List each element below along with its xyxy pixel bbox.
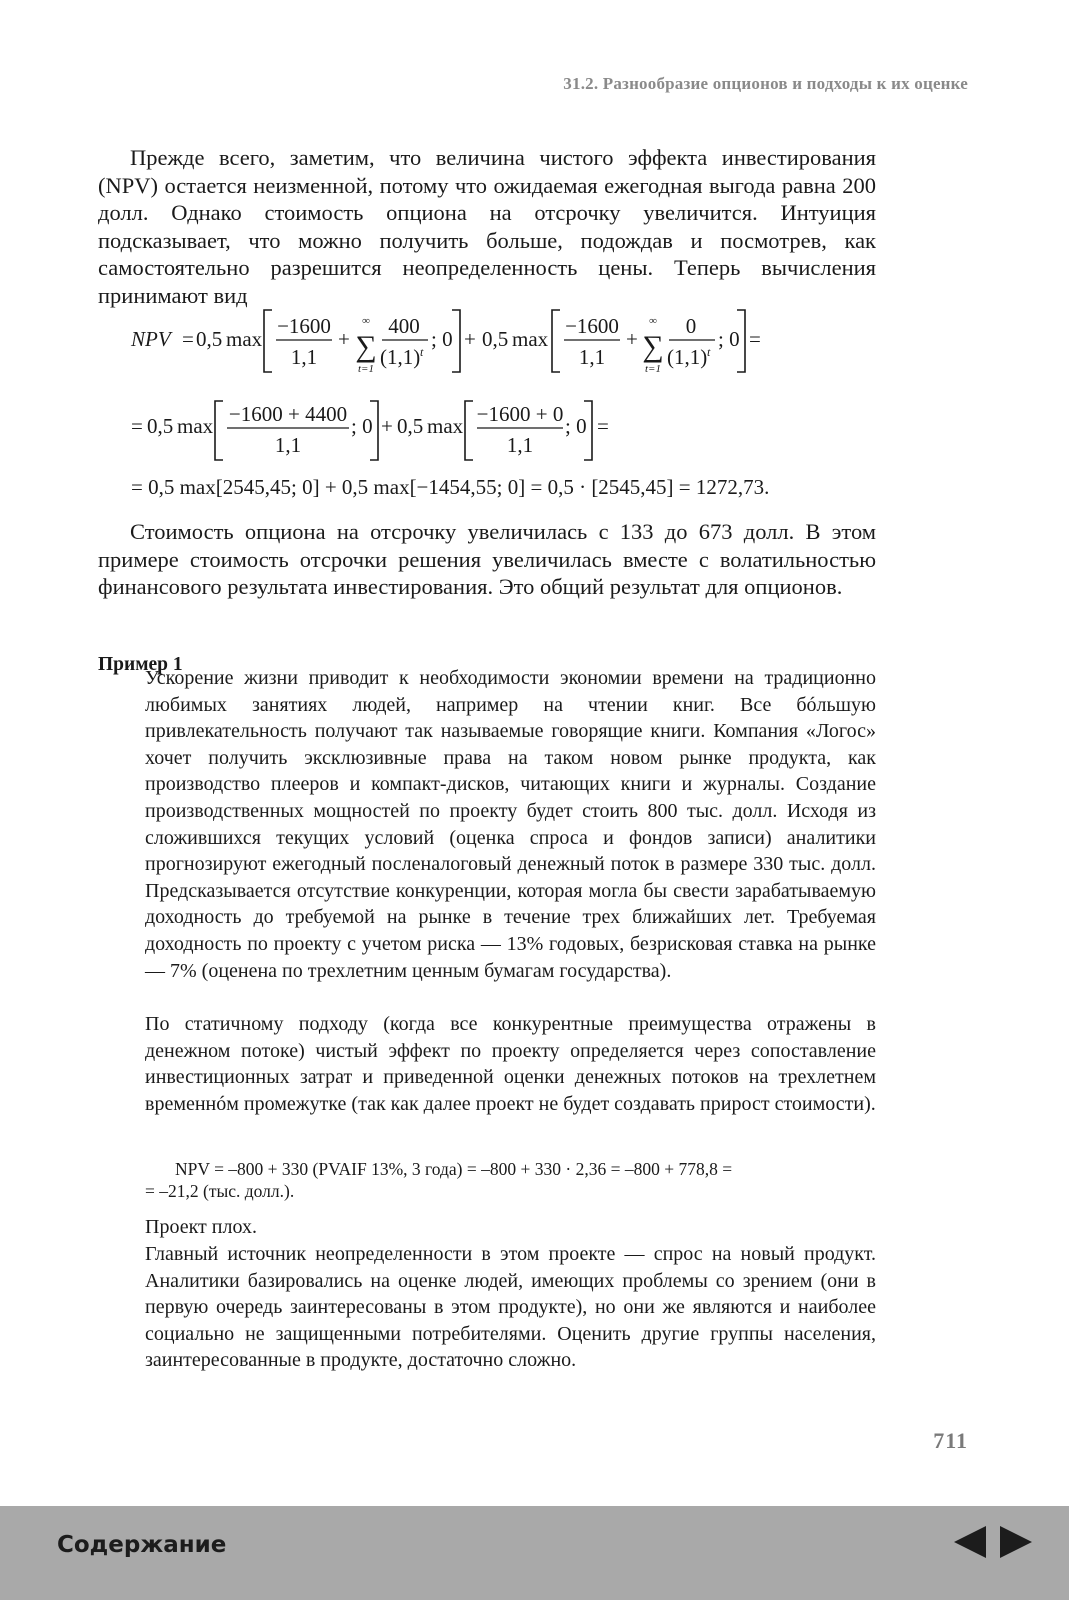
eq-bracket	[452, 310, 460, 372]
paragraph-conclusion: Стоимость опциона на отсрочку увеличилась с 133 до 673 долл. В этом примере стоимость отсрочки решения увеличилась вместе с волатильностью финансового результата инвестирования. Это общий результат для опционов.	[98, 519, 876, 600]
page-number: 711	[933, 1428, 968, 1453]
eq-num: −1600 + 4400	[228, 402, 348, 426]
eq-sigma: ∑	[642, 330, 664, 363]
paragraph-intro: Прежде всего, заметим, что величина чистого эффекта инвестирования (NPV) остается неизменной, потому что ожидаемая ежегодная выгода равна 200 долл. Однако стоимость опциона на отсрочку увеличится. Интуиция подсказывает, что можно получить больше, подождав и посмотрев, как самостоятельно разрешится неопределенность цены. Теперь вычисления принимают вид	[98, 145, 876, 308]
eq-npv: NPV	[131, 327, 171, 351]
running-head: 31.2. Разнообразие опционов и подходы к их оценке	[563, 74, 968, 93]
eq-coef: 0,5	[196, 327, 223, 351]
eq-max: max	[512, 327, 549, 351]
eq-plus: +	[338, 327, 350, 351]
example-formula-line-1: NPV = –800 + 330 (PVAIF 13%, 3 года) = –800 + 330 · 2,36 = –800 + 778,8 =	[175, 1159, 733, 1179]
eq-num: −1600	[277, 314, 331, 338]
eq-plus: +	[464, 327, 476, 351]
eq-bracket	[370, 401, 378, 460]
eq-sub: t=1	[358, 363, 374, 375]
eq-sub: t=1	[645, 363, 661, 375]
eq-den: (1,1)	[667, 345, 708, 369]
eq-bracket	[215, 401, 223, 460]
eq-bracket	[552, 310, 560, 372]
triangle-right-icon[interactable]	[998, 1524, 1034, 1560]
eq-exp: t	[420, 345, 424, 359]
eq-equals: =	[597, 414, 609, 438]
eq-plus: +	[381, 414, 393, 438]
eq-num: −1600 + 0	[476, 402, 564, 426]
eq-den: (1,1)	[380, 345, 421, 369]
example-title: Пример 1	[98, 654, 183, 675]
eq-plus: +	[626, 327, 638, 351]
eq-bracket	[737, 310, 745, 372]
eq-den: 1,1	[578, 345, 606, 369]
triangle-left-icon[interactable]	[952, 1524, 988, 1560]
eq-den: 1,1	[290, 345, 318, 369]
eq-semi: ; 0	[565, 414, 587, 438]
eq-num: 0	[685, 314, 697, 338]
example-paragraph-4: Главный источник неопределенности в этом проекте — спрос на новый продукт. Аналитики базировались на оценке людей, имеющих проблемы со зрением (они в первую очередь заинтересованы в этом продукте), но они же являются и наиболее социально не защищенными потребителями. Оценить другие группы населения, заинтересованные в продукте, достаточно сложно.	[145, 1243, 876, 1372]
example-paragraph-3: Проект плох.	[145, 1216, 257, 1238]
eq-sup: ∞	[362, 315, 370, 327]
eq-num: −1600	[565, 314, 619, 338]
eq-bracket	[465, 401, 473, 460]
eq-exp: t	[707, 345, 711, 359]
eq-den: 1,1	[274, 433, 302, 457]
example-paragraph-1: Ускорение жизни приводит к необходимости экономии времени на традиционно любимых занятиях людей, например на чтении книг. Все бóльшую привлекательность получают так называемые говорящие книги. Компания «Логос» хочет получить эксклюзивные права на таком новом рынке продукта, как производство плееров и компакт-дисков, читающих книги и журналы. Создание производственных мощностей по проекту будет стоить 800 тыс. долл. Исходя из сложившихся текущих условий (оценка спроса и фондов записи) аналитики прогнозируют ежегодный посленалоговый денежный поток в размере 330 тыс. долл. Предсказывается отсутствие конкуренции, которая могла бы свести зарабатываемую доходность до требуемой на рынке в течение трех ближайших лет. Требуемая доходность по проекту с учетом риска — 13% годовых, безрисковая ставка на рынке — 7% (оценена по трехлетним ценным бумагам государства).	[145, 667, 876, 982]
eq-bracket	[584, 401, 592, 460]
eq-den: 1,1	[506, 433, 534, 457]
eq-sup: ∞	[649, 315, 657, 327]
eq-coef: 0,5	[482, 327, 509, 351]
eq-equals: =	[182, 327, 194, 351]
contents-link[interactable]: Содержание	[57, 1532, 227, 1558]
eq-max: max	[427, 414, 464, 438]
eq-num: 400	[388, 314, 420, 338]
example-formula-line-2: = –21,2 (тыс. долл.).	[145, 1181, 295, 1201]
example-formula	[145, 1158, 876, 1202]
eq-max: max	[177, 414, 214, 438]
footer-bar	[0, 1506, 1069, 1600]
eq-equals: =	[131, 414, 143, 438]
eq-semi: ; 0	[718, 327, 740, 351]
eq-equals: =	[749, 327, 761, 351]
example-paragraph-2: По статичному подходу (когда все конкурентные преимущества отражены в денежном потоке) чистый эффект по проекту определяется через сопоставление инвестиционных затрат и приведенной оценки денежных потоков на трехлетнем временнóм промежутке (так как далее проект не будет создавать прирост стоимости).	[145, 1013, 876, 1115]
eq-sigma: ∑	[355, 330, 377, 363]
eq-line3: = 0,5 max[2545,45; 0] + 0,5 max[−1454,55; 0] = 0,5 · [2545,45] = 1272,73.	[131, 475, 770, 499]
eq-semi: ; 0	[431, 327, 453, 351]
eq-coef: 0,5	[147, 414, 174, 438]
eq-max: max	[226, 327, 263, 351]
eq-semi: ; 0	[351, 414, 373, 438]
eq-bracket	[264, 310, 272, 372]
eq-coef: 0,5	[397, 414, 424, 438]
